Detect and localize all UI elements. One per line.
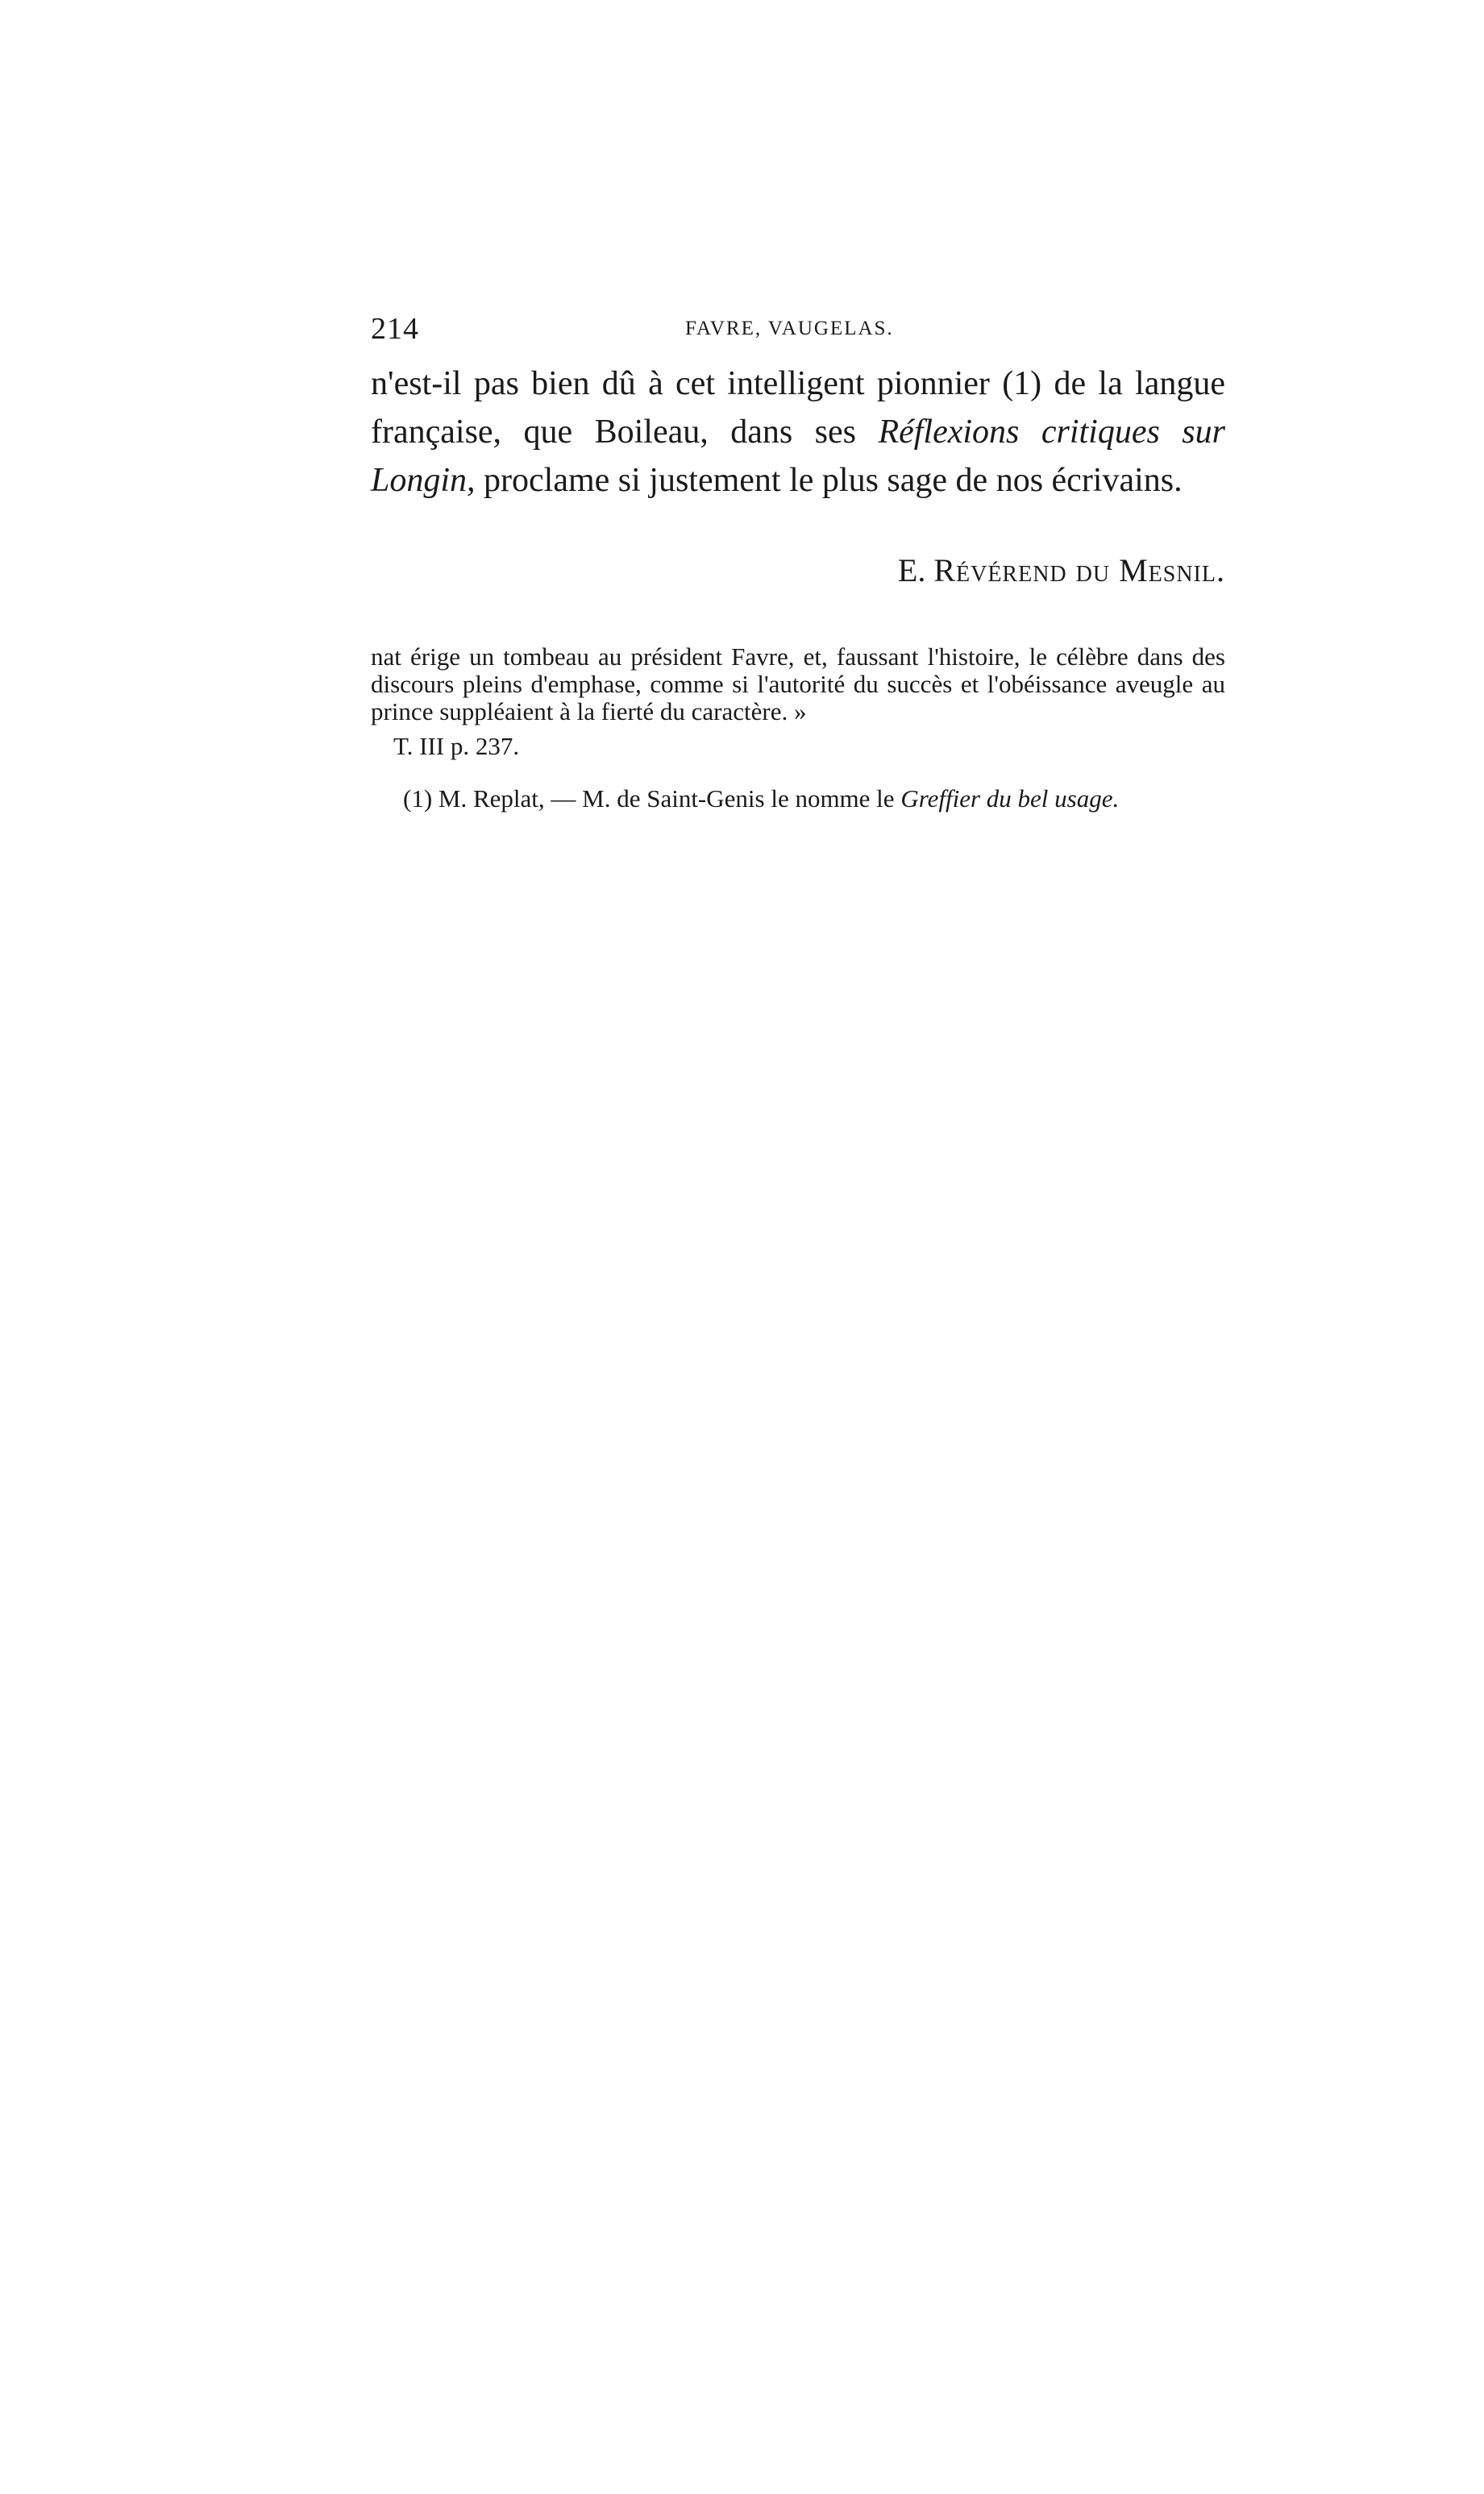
signature-name: Révérend du Mesnil. — [933, 552, 1225, 588]
footnote-1-italic: Greffier du bel usage. — [900, 784, 1120, 813]
signature-initial: E. — [897, 552, 934, 588]
footnote-1 — [371, 779, 1225, 819]
paragraph-text-part1: n'est-il pas bien dû à cet intelligent pionnier (1) de la langue française, que Boileau, dans ses — [371, 365, 1225, 451]
page-number: 214 — [371, 312, 419, 346]
footnote-1-text: (1) M. Replat, — M. de Saint-Genis le nomme le — [403, 784, 901, 813]
footnote-continuation: nat érige un tombeau au président Favre, et, faussant l'histoire, le célèbre dans des discours pleins d'emphase, comme si l'autorité du succès et l'obéissance aveugle au prince suppléaient à la fierté du caractère. » — [371, 642, 1225, 725]
footnote-reference: T. III p. 237. — [393, 732, 520, 760]
paragraph-text-part2: proclame si justement le plus sage de nos écrivains. — [475, 462, 1183, 499]
footnotes — [371, 643, 1225, 819]
author-signature — [371, 550, 1225, 592]
running-head: FAVRE, VAUGELAS. — [685, 318, 894, 339]
main-paragraph — [371, 360, 1225, 505]
page-header — [371, 311, 1225, 351]
paragraph-italic-title: Réflexions critiques sur Longin, — [371, 414, 1225, 499]
